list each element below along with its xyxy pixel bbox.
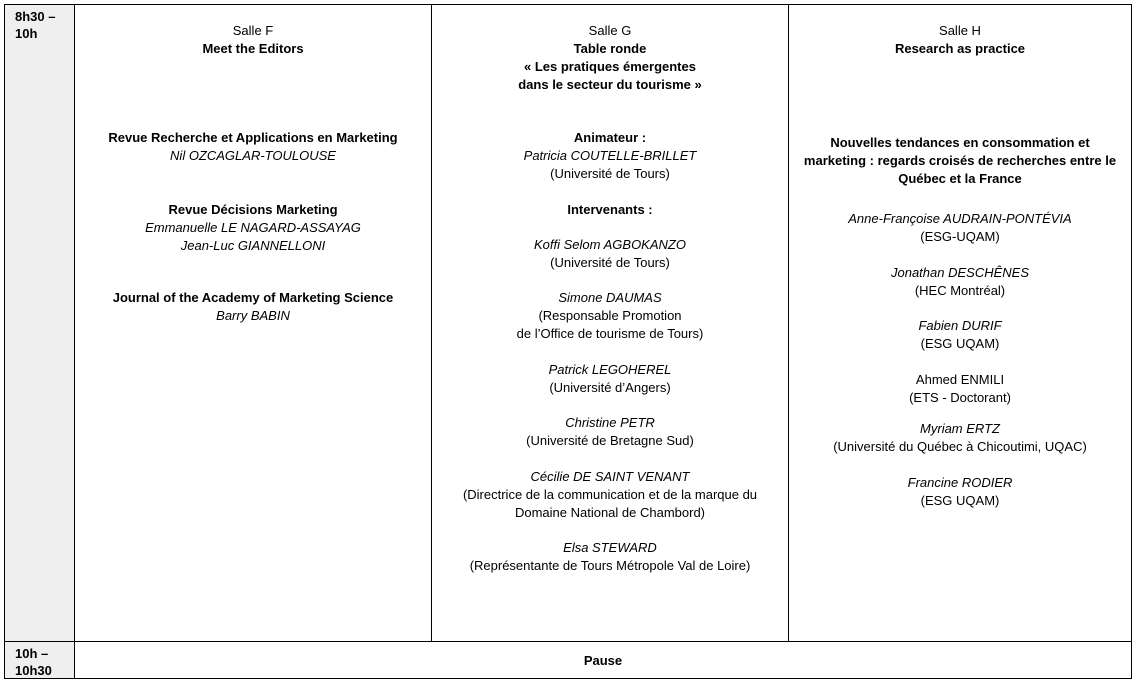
editor-name: Emmanuelle LE NAGARD-ASSAYAG <box>145 219 361 235</box>
journal-title: Revue Recherche et Applications en Marketing <box>108 130 398 145</box>
speaker-name: Francine RODIER <box>907 475 1013 490</box>
speaker-affiliation: (ESG-UQAM) <box>920 228 1000 244</box>
speaker-affiliation: (ETS - Doctorant) <box>909 389 1011 405</box>
room-name-g: Salle G <box>588 23 632 38</box>
moderator-name: Patricia COUTELLE-BRILLET <box>523 147 697 163</box>
speaker-name: Koffi Selom AGBOKANZO <box>534 237 686 252</box>
speaker-name: Christine PETR <box>565 415 655 430</box>
editor-name: Jean-Luc GIANNELLONI <box>180 237 326 253</box>
speaker-affiliation: (Université de Tours) <box>550 254 670 270</box>
speaker-affiliation: (Représentante de Tours Métropole Val de Loire) <box>469 557 751 573</box>
room-name-f: Salle F <box>232 23 274 38</box>
speaker-affiliation: (Université du Québec à Chicoutimi, UQAC) <box>833 438 1087 454</box>
journal-title: Journal of the Academy of Marketing Science <box>112 290 394 305</box>
time-slot-2-end: 10h30 <box>15 663 52 678</box>
journal-title: Revue Décisions Marketing <box>168 202 338 217</box>
time-slot-2-start: 10h – <box>15 646 49 661</box>
speaker-name: Simone DAUMAS <box>558 290 662 305</box>
moderator-affiliation: (Université de Tours) <box>550 165 670 181</box>
speaker-affiliation: (HEC Montréal) <box>914 282 1006 298</box>
pause-row: Pause <box>74 641 1132 679</box>
session-topic-line: marketing : regards croisés de recherches entre le <box>803 152 1117 168</box>
speaker-name: Patrick LEGOHEREL <box>548 362 672 377</box>
speaker-affiliation: (Directrice de la communication et de la marque du <box>462 486 758 502</box>
room-name-h: Salle H <box>939 23 981 38</box>
session-topic-line: Nouvelles tendances en consommation et <box>830 135 1090 150</box>
speaker-name: Ahmed ENMILI <box>915 372 1005 387</box>
session-salle-h <box>788 4 1132 642</box>
session-subtitle-line: dans le secteur du tourisme » <box>518 76 702 92</box>
session-title-g: Table ronde <box>573 40 647 56</box>
session-title-f: Meet the Editors <box>202 40 304 56</box>
speaker-affiliation: (Université de Bretagne Sud) <box>526 432 694 448</box>
speaker-affiliation: (ESG UQAM) <box>920 492 1000 508</box>
time-slot-1-end: 10h <box>15 26 38 41</box>
speaker-name: Jonathan DESCHÊNES <box>890 265 1029 280</box>
editor-name: Nil OZCAGLAR-TOULOUSE <box>170 147 336 163</box>
speaker-affiliation: Domaine National de Chambord) <box>514 504 706 520</box>
time-slot-1 <box>4 4 75 642</box>
speaker-name: Myriam ERTZ <box>920 421 1000 436</box>
speaker-name: Elsa STEWARD <box>563 540 657 555</box>
speaker-name: Anne-Françoise AUDRAIN-PONTÉVIA <box>848 211 1072 226</box>
session-topic-line: Québec et la France <box>898 170 1022 186</box>
speaker-affiliation: (Responsable Promotion <box>538 307 682 323</box>
speaker-affiliation: (Université d’Angers) <box>549 379 671 395</box>
session-title-h: Research as practice <box>894 40 1026 56</box>
time-slot-2 <box>4 641 75 679</box>
time-slot-1-start: 8h30 – <box>15 9 56 24</box>
session-salle-g <box>431 4 789 642</box>
session-subtitle-line: « Les pratiques émergentes <box>524 58 696 74</box>
session-salle-f <box>74 4 432 642</box>
editor-name: Barry BABIN <box>216 307 290 323</box>
moderator-label: Animateur : <box>573 130 647 145</box>
speaker-name: Fabien DURIF <box>918 318 1002 333</box>
speaker-affiliation: de l’Office de tourisme de Tours) <box>516 325 704 341</box>
speaker-name: Cécilie DE SAINT VENANT <box>530 469 690 484</box>
speakers-label: Intervenants : <box>567 202 653 217</box>
speaker-affiliation: (ESG UQAM) <box>920 335 1000 351</box>
